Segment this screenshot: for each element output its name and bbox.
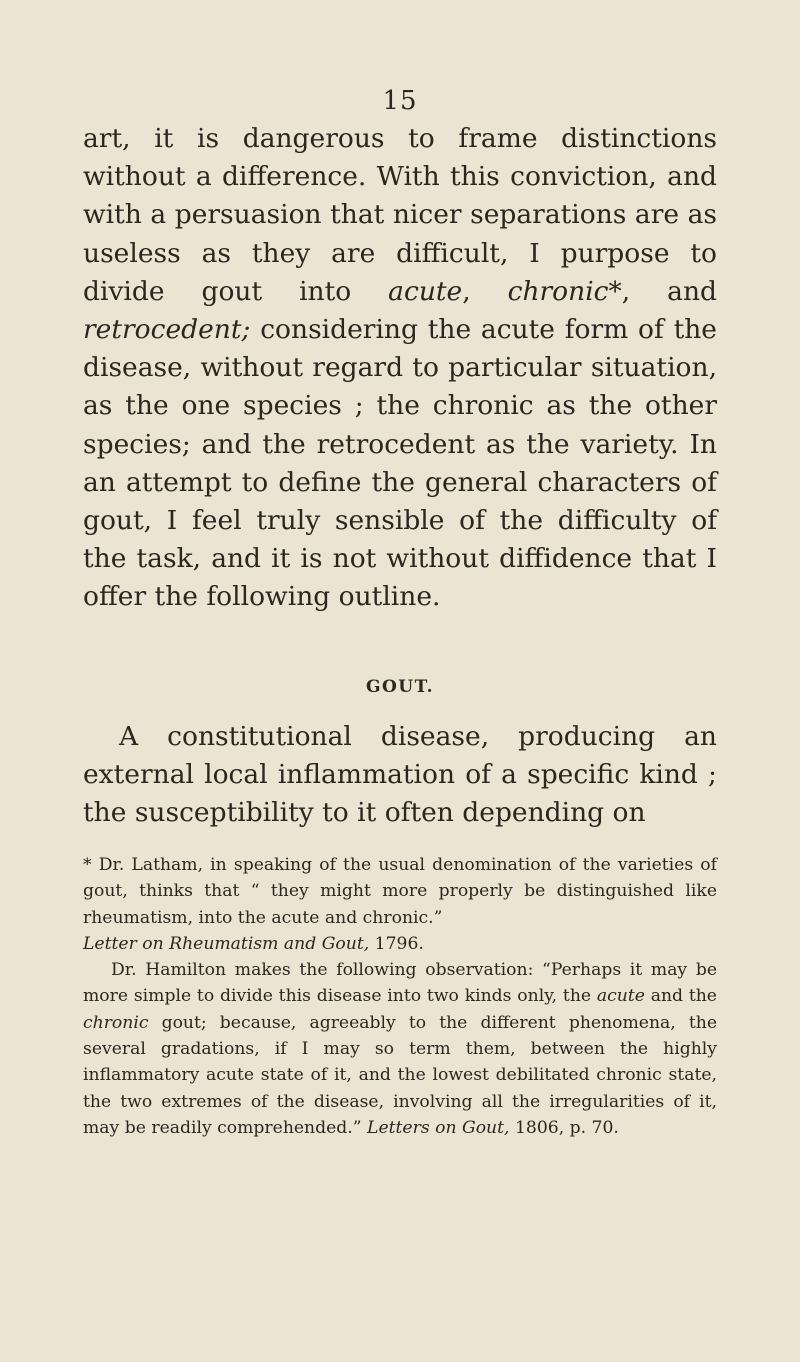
footnote-text: gout; because, agreeably to the different phenomena, the several gradations, if I may so term them, between the highly inflammatory acute state of it, and the lowest debilitated chronic state, the two extremes of the disease, involving all the irregularities of it, may be readily comprehended.”: [83, 1012, 717, 1138]
footnote-citation: Letter on Rheumatism and Gout,: [83, 933, 370, 954]
footnote-hamilton: [83, 957, 717, 1141]
text-run: considering the acute form of the disease, without regard to particular situation, as the one species ; the chronic as the other species; and the retrocedent as the variety. In an attempt to define the general characters of gout, I feel truly sensible of the difficulty of the task, and it is not without diffidence that I offer the following outline.: [83, 314, 717, 613]
footnote-text: Dr. Hamilton makes the following observation: “Perhaps it may be more simple to divide this disease into two kinds only, the: [83, 960, 717, 1007]
footnote-year: 1796.: [369, 933, 424, 954]
page-number: 15: [382, 86, 418, 116]
text-run: art, it is dangerous to frame distinctions without a difference. With this conviction, and with a persuasion that nicer separations are as useless as they are difficult, I purpose to divide gout into: [83, 123, 717, 307]
footnote-citation: Letters on Gout,: [367, 1117, 510, 1138]
term-retrocedent: retrocedent;: [83, 314, 251, 346]
section-heading: GOUT.: [365, 677, 435, 697]
definition-text: A constitutional disease, producing an external local inflammation of a specific kind ; the susceptibility to it often depending on: [83, 721, 717, 829]
footnote-term-acute: acute: [596, 986, 645, 1007]
footnote-latham: [83, 852, 717, 957]
paragraph-text: [83, 120, 717, 617]
footnote-text: and the: [644, 986, 717, 1007]
term-chronic: chronic*: [507, 275, 622, 307]
footnote-text: * Dr. Latham, in speaking of the usual denomination of the varieties of gout, thinks that “ they might more properly be distinguished like rheumatism, into the acute and chronic.”: [83, 855, 717, 928]
footnote-page-ref: 1806, p. 70.: [509, 1117, 619, 1138]
term-acute: acute: [388, 275, 463, 307]
text-run: , and: [621, 275, 717, 307]
body-paragraph: [83, 120, 717, 617]
footnote-term-chronic: chronic: [83, 1012, 149, 1033]
text-run: ,: [462, 275, 508, 307]
footnotes: [83, 852, 717, 1141]
